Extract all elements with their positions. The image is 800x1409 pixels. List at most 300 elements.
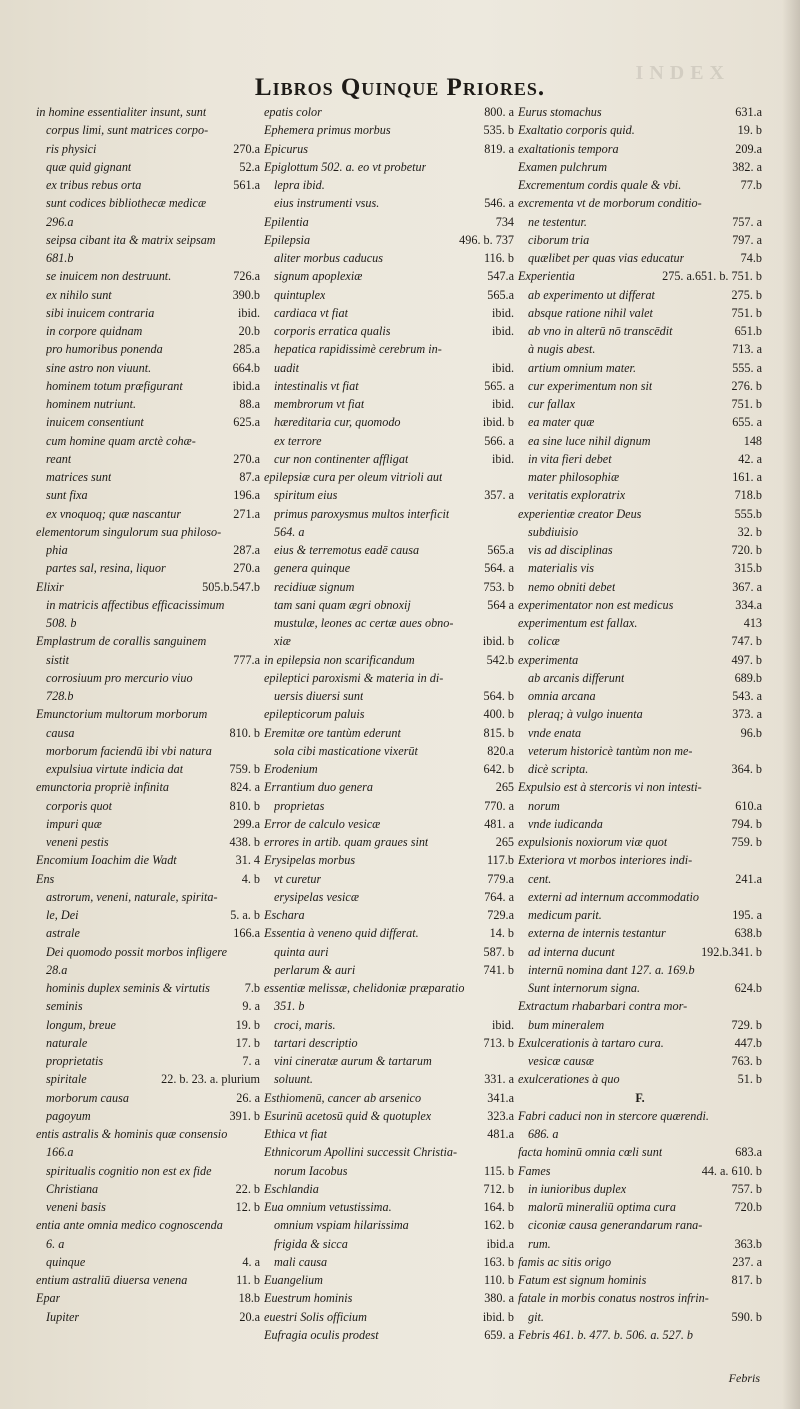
- entry-term: exulcerationes à quo: [518, 1072, 620, 1087]
- index-entry: [518, 1308, 762, 1326]
- entry-reference: 631.a: [735, 105, 762, 119]
- index-entry: [36, 1107, 260, 1125]
- index-entry: [36, 450, 260, 468]
- entry-term: sunt codices bibliothecæ medicæ: [46, 196, 207, 211]
- index-entry: [518, 523, 762, 541]
- index-entry: [518, 578, 762, 596]
- entry-reference: 561.a: [233, 178, 260, 192]
- index-entry: [36, 468, 260, 486]
- entry-term: expulsionis noxiorum viæ quot: [518, 835, 668, 849]
- index-entry: [36, 870, 260, 888]
- entry-term: longum, breue: [46, 1017, 116, 1032]
- index-entry: [264, 924, 514, 942]
- entry-term: pro humoribus ponenda: [46, 342, 163, 357]
- index-entry: [264, 231, 514, 249]
- entry-reference: ibid.a: [486, 1236, 514, 1251]
- entry-term: aliter morbus caducus: [274, 251, 384, 265]
- index-entry: [264, 468, 514, 486]
- index-entry: [518, 286, 762, 304]
- entry-reference: 20.b: [238, 324, 260, 338]
- index-entry: [518, 1107, 762, 1125]
- index-entry: [518, 888, 762, 906]
- index-entry: [36, 213, 260, 231]
- entry-reference: 26. a: [236, 1090, 260, 1105]
- entry-reference: 237. a: [732, 1254, 762, 1269]
- index-entry: [518, 924, 762, 942]
- entry-term: Euangelium: [264, 1273, 323, 1287]
- entry-term: Examen pulchrum: [518, 159, 608, 174]
- entry-term: Emunctorium multorum morborum: [36, 707, 208, 722]
- entry-term: Dei quomodo possit morbos infligere: [46, 944, 228, 959]
- entry-term: recidiuæ signum: [274, 579, 355, 594]
- index-entry: [36, 614, 260, 632]
- entry-reference: 12. b: [235, 1200, 260, 1214]
- entry-term: Euestrum hominis: [264, 1291, 353, 1306]
- entry-term: in matricis affectibus efficacissimum: [46, 597, 225, 612]
- index-entry: [264, 888, 514, 906]
- entry-term: primus paroxysmus multos interficit: [274, 506, 450, 521]
- index-entry: [36, 432, 260, 450]
- index-entry: [36, 286, 260, 304]
- entry-reference: 166.a: [233, 926, 260, 941]
- entry-reference: 96.b: [740, 725, 762, 740]
- index-entry: [518, 614, 762, 632]
- entry-reference: 161. a: [732, 470, 762, 484]
- index-entry: [264, 432, 514, 450]
- entry-term: quintuplex: [274, 287, 326, 302]
- entry-term: morborum causa: [46, 1090, 129, 1105]
- entry-term: Eurus stomachus: [518, 105, 602, 119]
- index-entry: [518, 231, 762, 249]
- entry-reference: ibid.: [491, 451, 514, 466]
- entry-reference: 364. b: [731, 762, 762, 776]
- entry-term: facta hominū omnia cœli sunt: [518, 1145, 663, 1160]
- entry-reference: 196.a: [233, 488, 260, 503]
- index-entry: [264, 1162, 514, 1180]
- index-entry: [36, 724, 260, 742]
- index-entry: [518, 1162, 762, 1180]
- index-entry: [518, 870, 762, 888]
- entry-term: epatis color: [264, 105, 322, 119]
- index-entry: [36, 797, 260, 815]
- index-entry: [36, 359, 260, 377]
- index-entry: [518, 121, 762, 139]
- entry-term: ab arcanis differunt: [528, 670, 625, 685]
- entry-reference: 764. a: [484, 889, 514, 904]
- entry-reference: 323.a: [487, 1108, 514, 1123]
- entry-term: epilepsiæ cura per oleum vitrioli aut: [264, 470, 443, 484]
- entry-term: vis ad disciplinas: [528, 543, 613, 557]
- index-entry: [264, 1125, 514, 1143]
- entry-reference: 555.b: [734, 506, 762, 521]
- entry-term: omnium vspiam hilarissima: [274, 1218, 409, 1233]
- entry-term: tam sani quam ægri obnoxij: [274, 597, 411, 612]
- index-entry: [264, 1143, 514, 1161]
- index-entry: [518, 1180, 762, 1198]
- index-entry: [36, 705, 260, 723]
- index-entry: [264, 997, 514, 1015]
- index-entry: [264, 140, 514, 158]
- entry-reference: 535. b: [483, 123, 514, 138]
- index-entry: [36, 1216, 260, 1234]
- entry-term: 6. a: [46, 1236, 65, 1251]
- entry-term: hominem totum præfigurant: [46, 378, 183, 393]
- index-entry: [518, 158, 762, 176]
- entry-reference: 770. a: [484, 798, 514, 813]
- entry-term: ne testentur.: [528, 214, 587, 229]
- entry-term: Ephemera primus morbus: [264, 123, 391, 138]
- entry-reference: 148: [743, 433, 762, 448]
- index-entry: [518, 669, 762, 687]
- entry-term: seipsa cibant ita & matrix seipsam: [46, 232, 216, 247]
- index-entry: [36, 1052, 260, 1070]
- entry-term: Eremitæ ore tantùm ederunt: [264, 725, 401, 740]
- entry-term: Errantium duo genera: [264, 780, 374, 795]
- index-entry: [36, 1180, 260, 1198]
- index-entry: [264, 158, 514, 176]
- index-entry: [264, 359, 514, 377]
- entry-reference: 195. a: [732, 908, 762, 922]
- entry-reference: 17. b: [235, 1035, 260, 1050]
- index-entry: [36, 1198, 260, 1216]
- entry-reference: 390.b: [232, 287, 260, 302]
- entry-term: uersis diuersi sunt: [274, 689, 364, 703]
- page-gutter-shadow: [782, 0, 800, 1409]
- entry-term: mali causa: [274, 1254, 328, 1269]
- entry-term: ex tribus rebus orta: [46, 178, 142, 192]
- index-entry: [36, 194, 260, 212]
- index-entry: [36, 340, 260, 358]
- entry-reference: 7. a: [242, 1054, 260, 1068]
- page-header: Libros Quinque Priores.: [254, 74, 546, 101]
- entry-reference: 547.a: [487, 269, 514, 284]
- entry-term: erysipelas vesicæ: [274, 889, 359, 904]
- entry-term: ciconiæ causa generandarum rana-: [528, 1218, 703, 1233]
- entry-term: ab vno in alterū nō transcēdit: [528, 324, 673, 338]
- entry-term: pagoyum: [46, 1108, 91, 1123]
- entry-term: Epiglottum 502. a. eo vt probetur: [264, 159, 427, 174]
- index-entry: [36, 997, 260, 1015]
- index-entry: [264, 213, 514, 231]
- entry-reference: 299.a: [233, 816, 260, 831]
- index-entry: [518, 541, 762, 559]
- entry-term: xiæ: [274, 634, 291, 649]
- entry-term: quinque: [46, 1254, 86, 1269]
- index-entry: [518, 1125, 762, 1143]
- index-entry: [36, 523, 260, 541]
- index-entry: [518, 596, 762, 614]
- entry-term: Ethica vt fiat: [264, 1127, 327, 1141]
- index-entry: [264, 486, 514, 504]
- entry-term: 296.a: [46, 214, 74, 229]
- entry-term: veterum historicè tantùm non me-: [528, 743, 693, 758]
- entry-term: partes sal, resina, liquor: [46, 561, 166, 576]
- entry-term: sibi inuicem contraria: [46, 305, 155, 320]
- entry-term: vini cineratæ aurum & tartarum: [274, 1054, 432, 1068]
- entry-term: Emplastrum de corallis sanguinem: [36, 634, 207, 649]
- entry-term: sunt fixa: [46, 488, 88, 503]
- index-entry: [264, 632, 514, 650]
- index-entry: [36, 322, 260, 340]
- entry-term: se inuicem non destruunt.: [46, 269, 172, 284]
- index-entry: [264, 1308, 514, 1326]
- entry-reference: 564 a: [487, 597, 514, 612]
- index-entry: [264, 651, 514, 669]
- entry-reference: 52.a: [239, 159, 260, 174]
- entry-reference: 624.b: [734, 981, 762, 995]
- entry-reference: 4. b: [241, 871, 260, 886]
- entry-term: Exulcerationis à tartaro cura.: [518, 1035, 664, 1050]
- index-entry: [36, 669, 260, 687]
- entry-term: Fatum est signum hominis: [518, 1273, 647, 1287]
- index-entry: [36, 559, 260, 577]
- entry-reference: 11. b: [236, 1273, 260, 1287]
- entry-term: eius instrumenti vsus.: [274, 196, 380, 211]
- index-entry: [518, 1198, 762, 1216]
- index-entry: [264, 1326, 514, 1344]
- index-entry: [36, 888, 260, 906]
- entry-term: nemo obniti debet: [528, 579, 616, 594]
- index-entry: [518, 851, 762, 869]
- entry-term: in iunioribus duplex: [528, 1181, 627, 1196]
- entry-term: Iupiter: [46, 1309, 80, 1324]
- index-entry: [264, 1070, 514, 1088]
- entry-term: 351. b: [274, 999, 305, 1014]
- entry-term: ab experimento ut differat: [528, 287, 655, 302]
- index-entry: [518, 340, 762, 358]
- entry-reference: 751. b: [731, 397, 762, 411]
- entry-term: norum Iacobus: [274, 1163, 348, 1178]
- entry-reference: 757. b: [731, 1181, 762, 1196]
- entry-term: experientiæ creator Deus: [518, 506, 642, 521]
- entry-reference: 777.a: [233, 652, 260, 667]
- index-entry: [36, 377, 260, 395]
- index-entry: [264, 797, 514, 815]
- entry-reference: 590. b: [731, 1309, 762, 1324]
- index-entry: [36, 249, 260, 267]
- index-entry: [518, 687, 762, 705]
- entry-reference: 655. a: [732, 415, 762, 430]
- entry-reference: 88.a: [239, 397, 260, 411]
- index-entry: [518, 961, 762, 979]
- entry-term: quinta auri: [274, 944, 329, 959]
- entry-reference: 7.b: [244, 981, 260, 995]
- index-entry: [264, 1016, 514, 1034]
- index-entry: [36, 304, 260, 322]
- index-entry: [36, 961, 260, 979]
- entry-term: Esthiomenū, cancer ab arsenico: [264, 1090, 422, 1105]
- index-entry: [36, 1034, 260, 1052]
- index-entry: [36, 1289, 260, 1307]
- entry-term: artium omnium mater.: [528, 360, 636, 375]
- entry-term: veritatis exploratrix: [528, 488, 626, 503]
- entry-term: eius & terremotus eadē causa: [274, 543, 420, 557]
- index-entry: [264, 815, 514, 833]
- entry-term: proprietas: [274, 798, 325, 813]
- entry-reference: ibid.: [491, 324, 514, 338]
- index-column-3: [518, 103, 762, 1393]
- entry-reference: 77.b: [740, 178, 762, 192]
- entry-term: hominem nutriunt.: [46, 397, 137, 411]
- entry-term: 564. a: [274, 524, 305, 539]
- entry-term: malorū mineraliū optima cura: [528, 1200, 676, 1214]
- entry-term: pleraq; à vulgo inuenta: [528, 707, 643, 722]
- entry-reference: 820.a: [487, 743, 514, 758]
- index-entry: [264, 1107, 514, 1125]
- entry-reference: 565.a: [487, 543, 514, 557]
- index-entry: [518, 322, 762, 340]
- index-entry: [518, 359, 762, 377]
- entry-reference: ibid. b: [482, 1309, 514, 1324]
- entry-reference: 751. b: [731, 305, 762, 320]
- entry-reference: 664.b: [232, 360, 260, 375]
- entry-term: 728.b: [46, 689, 74, 703]
- entry-term: Eufragia oculis prodest: [264, 1327, 379, 1342]
- entry-reference: 162. b: [483, 1218, 514, 1233]
- entry-term: morborum faciendū ibi vbi natura: [46, 743, 212, 758]
- entry-reference: 734: [495, 214, 514, 229]
- entry-reference: 542.b: [486, 652, 514, 667]
- entry-reference: 44. a. 610. b: [701, 1163, 762, 1178]
- entry-term: genera quinque: [274, 561, 351, 576]
- entry-reference: 720. b: [731, 543, 762, 557]
- entry-term: sistit: [46, 652, 70, 667]
- index-entry: [518, 1326, 762, 1344]
- entry-reference: 797. a: [732, 232, 762, 247]
- entry-term: corpus limi, sunt matrices corpo-: [46, 123, 209, 138]
- entry-reference: 481. a: [484, 816, 514, 831]
- index-entry: [518, 760, 762, 778]
- index-entry: [518, 395, 762, 413]
- entry-reference: 741. b: [483, 962, 514, 977]
- entry-term: veneni basis: [46, 1200, 106, 1214]
- index-entry: [264, 523, 514, 541]
- entry-reference: 794. b: [731, 816, 762, 831]
- entry-reference: ibid.: [491, 305, 514, 320]
- index-entry: [36, 778, 260, 796]
- entry-reference: 565.a: [487, 287, 514, 302]
- entry-term: reant: [46, 451, 72, 466]
- entry-term: membrorum vt fiat: [274, 397, 365, 411]
- entry-term: croci, maris.: [274, 1017, 336, 1032]
- entry-reference: 496. b. 737: [459, 232, 514, 247]
- entry-term: vnde enata: [528, 725, 582, 740]
- index-entry: [36, 486, 260, 504]
- entry-reference: 74.b: [740, 251, 762, 265]
- entry-term: lepra ibid.: [274, 178, 325, 192]
- index-entry: [264, 194, 514, 212]
- entry-term: euestri Solis officium: [264, 1309, 367, 1324]
- entry-reference: 625.a: [233, 415, 260, 430]
- index-entry: [36, 851, 260, 869]
- entry-term: Ens: [36, 871, 55, 886]
- index-entry: [518, 742, 762, 760]
- index-entry: [36, 103, 260, 121]
- index-entry: [518, 705, 762, 723]
- index-entry: [264, 1216, 514, 1234]
- index-entry: [264, 705, 514, 723]
- entry-term: soluunt.: [274, 1072, 313, 1087]
- entry-reference: 564. a: [484, 561, 514, 576]
- entry-reference: ibid. b: [482, 634, 514, 649]
- entry-term: exaltationis tempora: [518, 141, 619, 156]
- entry-reference: 87.a: [239, 470, 260, 484]
- index-entry: [264, 1198, 514, 1216]
- entry-term: mustulæ, leones ac certæ aues obno-: [274, 616, 454, 630]
- entry-term: internū nomina dant 127. a. 169.b: [528, 962, 695, 977]
- index-entry: [518, 833, 762, 851]
- index-entry: [36, 687, 260, 705]
- index-entry: [518, 1235, 762, 1253]
- entry-term: F.: [635, 1090, 645, 1105]
- entry-term: Christiana: [46, 1181, 99, 1196]
- index-entry: [36, 158, 260, 176]
- entry-term: Essentia à veneno quid differat.: [264, 926, 419, 941]
- entry-term: famis ac sitis origo: [518, 1254, 612, 1269]
- index-entry: [36, 833, 260, 851]
- index-entry: [36, 395, 260, 413]
- index-entry: [518, 815, 762, 833]
- entry-reference: 713. a: [732, 342, 762, 357]
- index-entry: [36, 906, 260, 924]
- entry-term: veneni pestis: [46, 835, 109, 849]
- index-entry: [36, 1125, 260, 1143]
- entry-reference: 819. a: [484, 141, 514, 156]
- entry-term: Epar: [36, 1291, 61, 1306]
- entry-term: Excrementum cordis quale & vbi.: [518, 178, 682, 192]
- entry-reference: 651.b: [734, 324, 762, 338]
- index-entry: [518, 943, 762, 961]
- index-entry: [518, 468, 762, 486]
- entry-reference: 564. b: [483, 689, 514, 703]
- index-entry: [36, 596, 260, 614]
- index-entry: [518, 486, 762, 504]
- entry-term: experimentum est fallax.: [518, 616, 638, 630]
- entry-term: Sunt internorum signa.: [528, 981, 641, 995]
- entry-reference: 116. b: [483, 251, 514, 265]
- index-entry: [518, 377, 762, 395]
- entry-term: cum homine quam arctè cohæ-: [46, 433, 196, 448]
- index-entry: [36, 632, 260, 650]
- entry-reference: 689.b: [734, 670, 762, 685]
- index-entry: [36, 1070, 260, 1088]
- entry-reference: 555. a: [732, 360, 762, 375]
- entry-reference: 817. b: [731, 1273, 762, 1287]
- index-entry: [264, 249, 514, 267]
- index-entry: [264, 559, 514, 577]
- index-entry: [264, 1289, 514, 1307]
- entry-term: à nugis abest.: [528, 342, 596, 357]
- entry-term: Encomium Ioachim die Wadt: [36, 853, 177, 868]
- entry-term: hæreditaria cur, quomodo: [274, 415, 401, 430]
- entry-reference: 380. a: [484, 1291, 514, 1306]
- index-entry: [264, 614, 514, 632]
- index-entry: [264, 1089, 514, 1107]
- entry-term: materialis vis: [528, 561, 595, 576]
- index-column-1: [36, 103, 260, 1393]
- entry-reference: 32. b: [737, 524, 762, 539]
- entry-term: absque ratione nihil valet: [528, 305, 653, 320]
- entry-term: Experientia: [518, 269, 575, 284]
- entry-term: spiritualis cognitio non est ex fide: [46, 1163, 212, 1178]
- index-entry: [518, 797, 762, 815]
- entry-reference: 115. b: [483, 1163, 514, 1178]
- index-entry: [36, 1016, 260, 1034]
- entry-term: perlarum & auri: [274, 962, 356, 977]
- index-entry: [264, 742, 514, 760]
- index-entry: [264, 377, 514, 395]
- entry-term: proprietatis: [46, 1054, 104, 1068]
